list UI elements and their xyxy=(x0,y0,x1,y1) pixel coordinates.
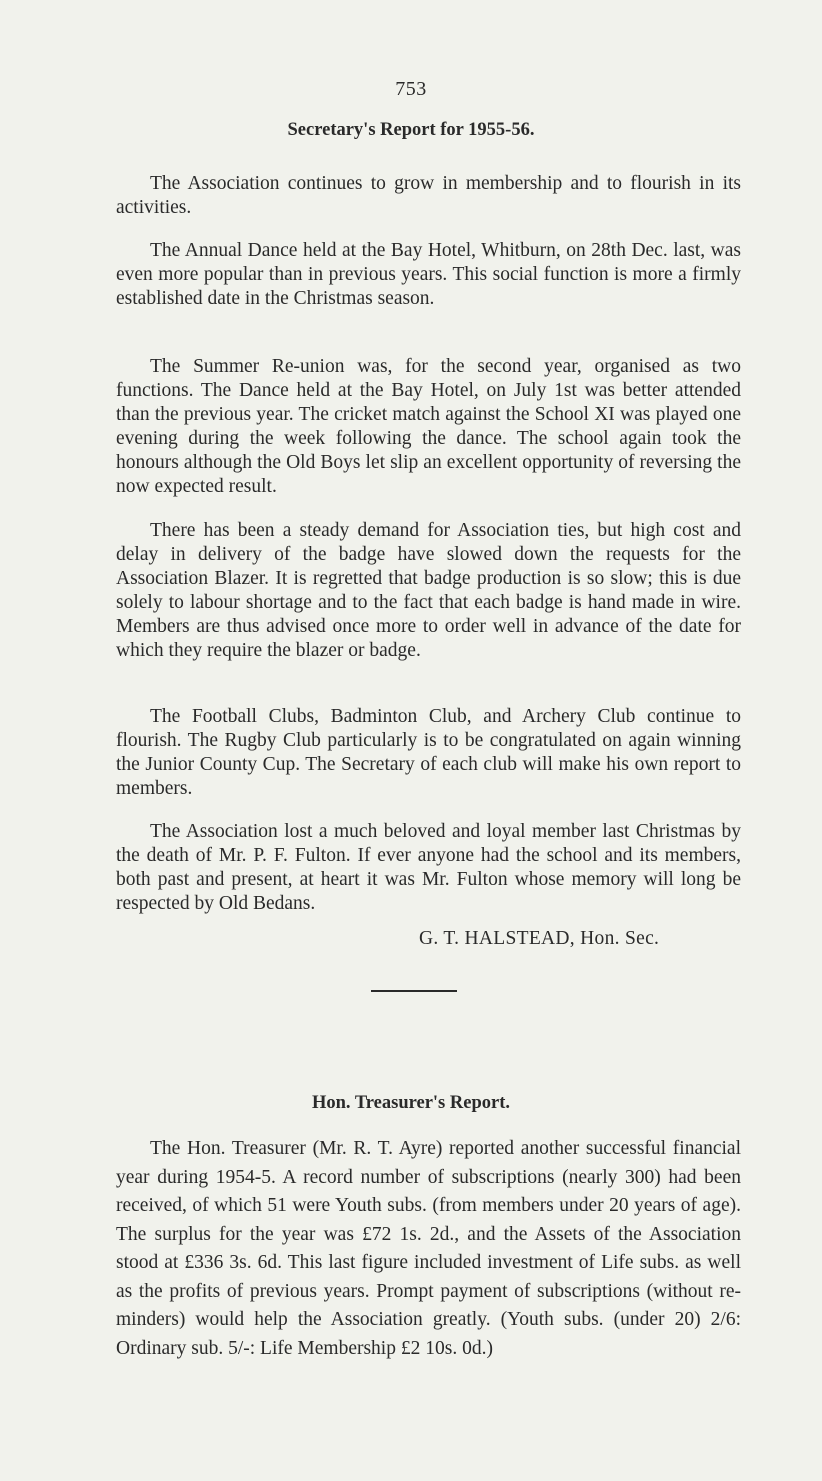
treasurer-report-heading: Hon. Treasurer's Report. xyxy=(311,1093,510,1113)
secretary-paragraph-annual-dance: The Annual Dance held at the Bay Hotel, Whitburn, on 28th Dec. last, was even more popular than in previous years. This social function is more a firmly established date in the Christmas season. xyxy=(116,240,741,309)
secretary-paragraph-growth: The Association continues to grow in membership and to flourish in its activities. xyxy=(116,173,741,218)
secretary-paragraph-obituary: The Association lost a much beloved and loyal member last Christmas by the death of Mr. P. F. Fulton. If ever anyone had the school and its members, both past and present, at heart it was Mr. Fulton whose memory will long be respected by Old Bedans. xyxy=(116,821,741,914)
secretary-paragraph-ties-blazer: There has been a steady demand for Association ties, but high cost and delay in delivery of the badge have slowed down the requests for the Association Blazer. It is regretted that badge production is so slow; this is due solely to labour shortage and to the fact that each badge is hand made in wire. Members are thus advised once more to order well in advance of the date for which they require the blazer or badge. xyxy=(116,520,741,661)
secretary-report-heading: Secretary's Report for 1955-56. xyxy=(287,120,535,140)
treasurer-paragraph: The Hon. Treasurer (Mr. R. T. Ayre) reported another successful financial year during 1954-5. A record number of subscriptions (nearly 300) had been received, of which 51 were Youth subs. (from members under 20 years of age). The surplus for the year was £72 1s. 2d., and the Assets of the Association stood at £336 3s. 6d. This last figure included investment of Life subs. as well as the profits of previous years. Prompt payment of subscriptions (without re-minders) would help the Association greatly. (Youth subs. (under 20) 2/6: Ordinary sub. 5/-: Life Membership £2 10s. 0d.) xyxy=(116,1138,741,1359)
secretary-paragraph-summer-reunion: The Summer Re-union was, for the second year, organised as two functions. The Dance held at the Bay Hotel, on July 1st was better attended than the previous year. The cricket match against the School XI was played one evening during the week following the dance. The school again took the honours although the Old Boys let slip an excellent opportunity of reversing the now expected result. xyxy=(116,356,741,497)
section-divider xyxy=(371,990,457,992)
secretary-signature: G. T. HALSTEAD, Hon. Sec. xyxy=(419,928,660,949)
page-number: 753 xyxy=(395,78,427,100)
secretary-paragraph-clubs: The Football Clubs, Badminton Club, and Archery Club continue to flourish. The Rugby Club particularly is to be congratulated on again winning the Junior County Cup. The Secretary of each club will make his own report to members. xyxy=(116,706,741,799)
